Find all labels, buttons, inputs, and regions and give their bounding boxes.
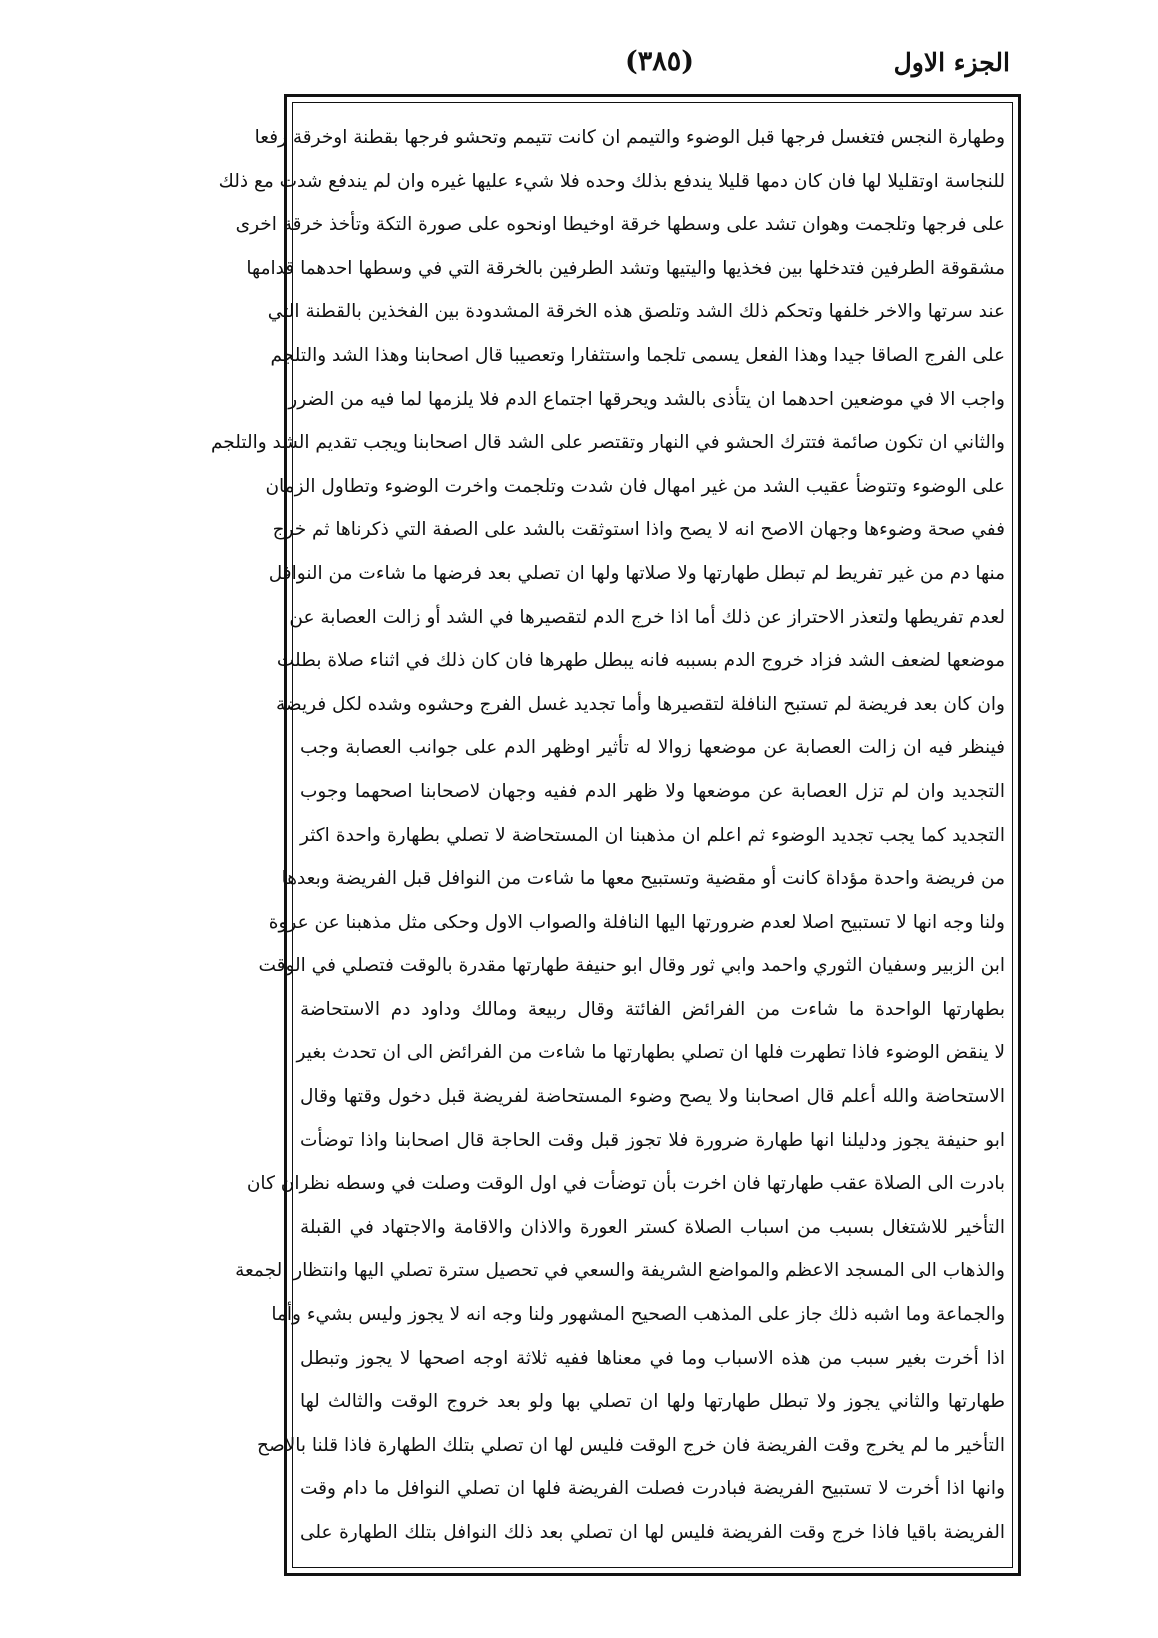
text-line: ابن الزبير وسفيان الثوري واحمد وابي ثور وقال ابو حنيفة طهارتها مقدرة بالوقت فتصلي في الوقت: [258, 955, 1005, 977]
text-line: وطهارة النجس فتغسل فرجها قبل الوضوء والتيمم ان كانت تتيمم وتحشو فرجها بقطنة اوخرقة رفعا: [254, 127, 1005, 148]
text-line: ولنا وجه انها لا تستبيح اصلا لعدم ضرورتها اليها النافلة والصواب الاول وحكى مثل مذهبنا عن عروة: [268, 911, 1005, 933]
text-line: التجديد وان لم تزل العصابة عن موضعها ولا ظهر الدم ففيه وجهان لاصحابنا اصحهما وجوب: [300, 780, 1005, 802]
page-header: [285, 40, 1010, 88]
text-line: الفريضة باقيا فاذا خرج وقت الفريضة فليس لها ان تصلي بعد ذلك النوافل بتلك الطهارة على: [300, 1522, 1005, 1543]
text-line: والذهاب الى المسجد الاعظم والمواضع الشريفة والسعي في تحصيل سترة تصلي اليها وانتظار الجمعة: [235, 1260, 1005, 1282]
text-line: لعدم تفريطها ولتعذر الاحتراز عن ذلك أما اذا خرج الدم لتقصيرها في الشد أو زالت العصابة عن: [289, 606, 1005, 628]
text-line: التجديد كما يجب تجديد الوضوء ثم اعلم ان مذهبنا ان المستحاضة لا تصلي بطهارة واحدة اكثر: [300, 824, 1005, 846]
text-line: فينظر فيه ان زالت العصابة عن موضعها زوالا له تأثير اوظهر الدم على جوانب العصابة وجب: [300, 737, 1005, 759]
text-line: منها دم من غير تفريط لم تبطل طهارتها ولا صلاتها ولها ان تصلي بعد فرضها ما شاءت من النوافل: [268, 562, 1005, 584]
text-line: التأخير ما لم يخرج وقت الفريضة فان خرج الوقت فليس لها ان تصلي بتلك الطهارة فاذا قلنا بالاصح: [257, 1434, 1005, 1456]
text-line: التأخير للاشتغال بسبب من اسباب الصلاة كستر العورة والاذان والاقامة والاجتهاد في القبلة: [300, 1216, 1005, 1238]
text-line: الاستحاضة والله أعلم قال اصحابنا ولا يصح وضوء المستحاضة لفريضة قبل دخول وقتها وقال: [300, 1086, 1005, 1108]
text-line: من فريضة واحدة مؤداة كانت أو مقضية وتستبيح معها ما شاءت من النوافل قبل الفريضة وبعدها: [281, 868, 1005, 890]
volume-label: الجزء الاول: [893, 48, 1010, 77]
text-line: وان كان بعد فريضة لم تستبح النافلة لتقصيرها وأما تجديد غسل الفرج وحشوه وشده لكل فريضة: [276, 693, 1005, 715]
text-line: ففي صحة وضوءها وجهان الاصح انه لا يصح واذا استوثقت بالشد على الصفة التي ذكرناها ثم خرج: [272, 519, 1005, 541]
text-line: على الفرج الصاقا جيدا وهذا الفعل يسمى تلجما واستثفارا وتعصيبا قال اصحابنا وهذا الشد والتلجم: [270, 344, 1005, 366]
text-line: على الوضوء وتتوضأ عقيب الشد من غير امهال فان شدت وتلجمت واخرت الوضوء وتطاول الزمان: [265, 475, 1005, 497]
text-line: بادرت الى الصلاة عقب طهارتها فان اخرت بأن توضأت في اول الوقت وصلت في وسطه نظران كان: [246, 1173, 1005, 1195]
text-line: والثاني ان تكون صائمة فتترك الحشو في النهار وتقتصر على الشد قال اصحابنا ويجب تقديم الشد والتلجم: [211, 432, 1005, 454]
page-text-body: [211, 116, 1005, 1556]
text-line: عند سرتها والاخر خلفها وتحكم ذلك الشد وتلصق هذه الخرقة المشدودة بين الفخذين بالقطنة التي: [267, 301, 1005, 323]
text-line: واجب الا في موضعين احدهما ان يتأذى بالشد ويحرقها اجتماع الدم فلا يلزمها لما فيه من الضرر: [288, 388, 1005, 410]
text-line: على فرجها وتلجمت وهوان تشد على وسطها خرقة اوخيطا اونحوه على صورة التكة وتأخذ خرقة اخرى: [235, 214, 1005, 236]
text-line: بطهارتها الواحدة ما شاءت من الفرائض الفائتة وقال ربيعة ومالك وداود دم الاستحاضة: [300, 998, 1005, 1020]
text-line: طهارتها والثاني يجوز ولا تبطل طهارتها ولها ان تصلي بها ولو بعد خروج الوقت والثالث لها: [300, 1391, 1005, 1413]
page-number: (٣٨٥): [625, 46, 695, 77]
text-line: ابو حنيفة يجوز ودليلنا انها طهارة ضرورة فلا تجوز قبل وقت الحاجة قال اصحابنا واذا توضأت: [300, 1129, 1005, 1151]
text-line: للنجاسة اوتقليلا لها فان كان دمها قليلا يندفع بذلك وحده فلا شيء عليها غيره وان لم يندفع شدت مع ذلك: [218, 170, 1005, 192]
text-line: اذا أخرت بغير سبب من هذه الاسباب وما في معناها ففيه ثلاثة اوجه اصحها لا يجوز وتبطل: [300, 1347, 1005, 1369]
text-line: والجماعة وما اشبه ذلك جاز على المذهب الصحيح المشهور ولنا وجه انه لا يجوز وليس بشيء وأما: [271, 1304, 1005, 1326]
text-line: لا ينقض الوضوء فاذا تطهرت فلها ان تصلي بطهارتها ما شاءت من الفرائض الى ان تحدث بغير: [296, 1042, 1005, 1064]
text-line: موضعها لضعف الشد فزاد خروج الدم بسببه فانه يبطل طهرها فان كان ذلك في اثناء صلاة بطلت: [276, 650, 1005, 672]
text-line: وانها اذا أخرت لا تستبيح الفريضة فبادرت فصلت الفريضة فلها ان تصلي النوافل ما دام وقت: [300, 1478, 1005, 1500]
text-line: مشقوقة الطرفين فتدخلها بين فخذيها واليتيها وتشد الطرفين بالخرقة التي في وسطها احدهما قدامها: [246, 257, 1005, 279]
